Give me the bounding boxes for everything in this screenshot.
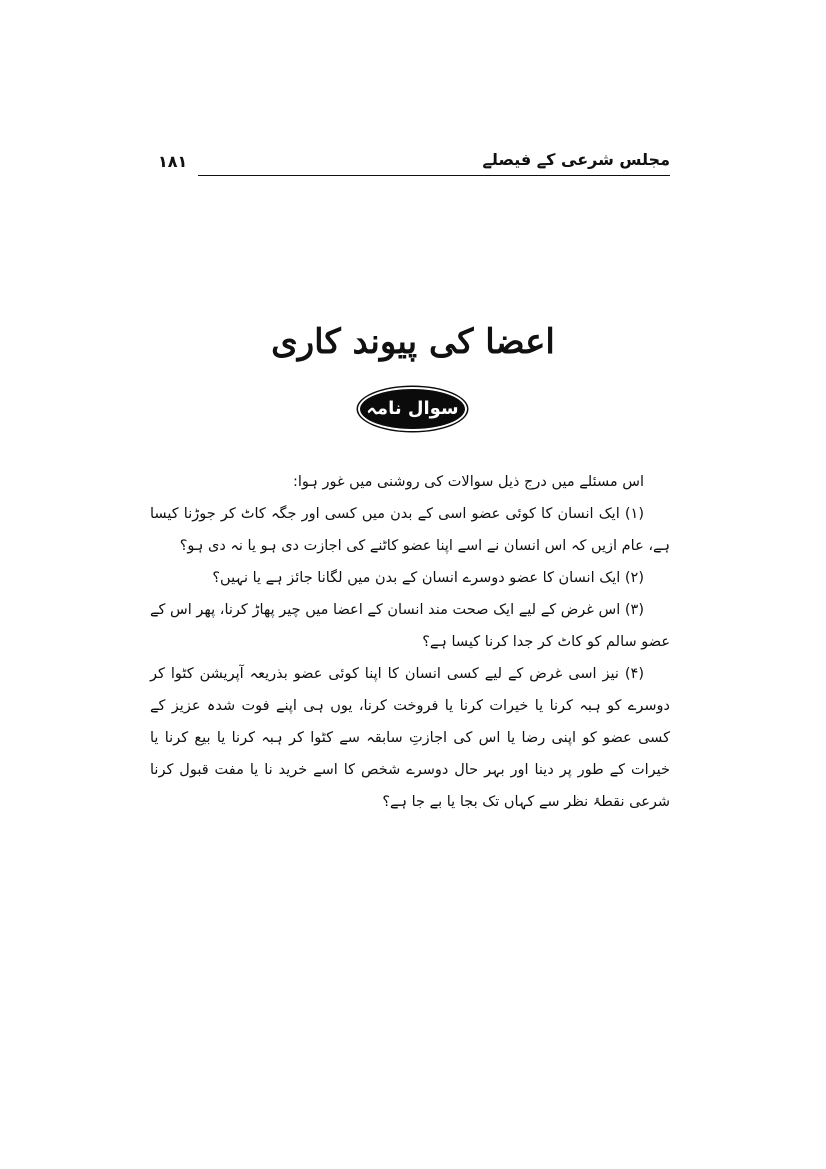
running-title: مجلس شرعی کے فیصلے	[475, 150, 670, 169]
intro-paragraph: اس مسئلے میں درج ذیل سوالات کی روشنی میں غور ہوا:	[292, 474, 644, 490]
header-rule	[198, 175, 670, 176]
question-1: (۱) ایک انسان کا کوئی عضو اسی کے بدن میں کسی اور جگہ کاٹ کر جوڑنا کیسا ہے، عام ازیں کہ اس انسان نے اسے اپنا عضو کاٹنے کی اجازت دی ہو یا نہ دی ہو؟	[150, 506, 670, 554]
question-3: (۳) اس غرض کے لیے ایک صحت مند انسان کے اعضا میں چیر پھاڑ کرنا، پھر اس کے عضو سالم کو کاٹ کر جدا کرنا کیسا ہے؟	[150, 602, 670, 650]
question-2: (۲) ایک انسان کا عضو دوسرے انسان کے بدن میں لگانا جائز ہے یا نہیں؟	[212, 570, 644, 586]
questionnaire-badge	[360, 389, 465, 429]
page-number: ۱۸۱	[158, 152, 193, 171]
question-4: (۴) نیز اسی غرض کے لیے کسی انسان کا اپنا کوئی عضو بذریعہ آپریشن کٹوا کر دوسرے کو ہبہ کرنا یا خیرات کرنا یا فروخت کرنا، یوں ہی اپنے فوت شدہ عزیز کے کسی عضو کو اپنی رضا یا اس کی اجازتِ سابقہ سے کٹوا کر ہبہ کرنا یا بیع کرنا یا خیرات کے طور پر دینا اور بہر حال دوسرے شخص کا اسے خرید نا یا مفت قبول کرنا شرعی نقطۂ نظر سے کہاں تک بجا یا بے جا ہے؟	[150, 666, 670, 810]
questionnaire-badge-label: سوال نامہ	[366, 398, 459, 419]
body-text	[150, 466, 670, 818]
page-header	[158, 148, 670, 178]
chapter-title: اعضا کی پیوند کاری	[271, 322, 555, 362]
